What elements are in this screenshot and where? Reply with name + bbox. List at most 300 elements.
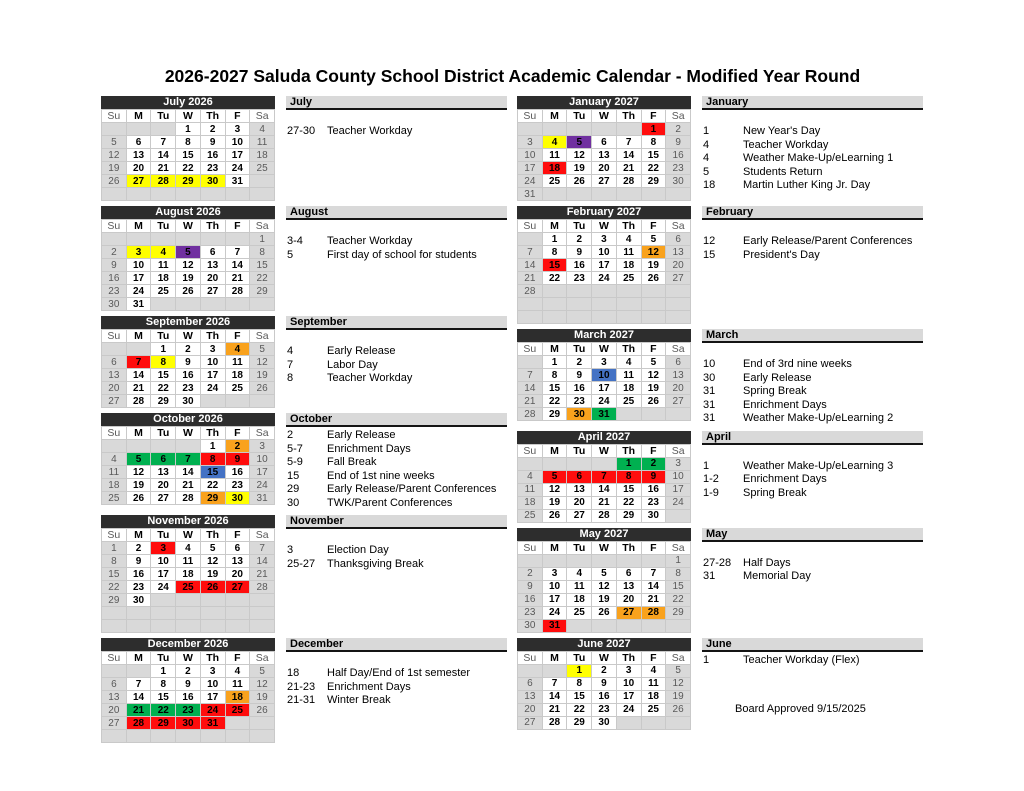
- events-spacer: [286, 332, 507, 345]
- day-cell: [250, 298, 275, 311]
- day-cell: 19: [641, 259, 666, 272]
- weekday-label: Th: [200, 330, 225, 343]
- event-description: Early Release: [327, 345, 396, 357]
- events-month-title: October: [286, 413, 507, 427]
- day-cell: [641, 298, 666, 311]
- calendar-columns: [101, 96, 923, 748]
- right-column-group: [517, 96, 923, 748]
- events-list: [702, 220, 923, 262]
- day-cell: 18: [641, 690, 666, 703]
- day-cell: 6: [102, 678, 127, 691]
- day-cell: [641, 554, 666, 567]
- day-cell: 6: [616, 567, 641, 580]
- day-cell: [102, 607, 127, 620]
- day-cell: [250, 607, 275, 620]
- calendar-grid: [517, 444, 691, 523]
- week-row: [102, 555, 275, 568]
- month-calendar-february-2027: [517, 206, 691, 324]
- month-calendar-january-2027: [517, 96, 691, 201]
- board-approved-note: Board Approved 9/15/2025: [735, 703, 866, 715]
- events-spacer: [702, 447, 923, 460]
- day-cell-highlight-red: 9: [641, 470, 666, 483]
- day-cell: 7: [641, 567, 666, 580]
- day-cell: 3: [250, 440, 275, 453]
- week-row: [518, 664, 691, 677]
- week-row: [102, 620, 275, 633]
- event-date-range: 7: [287, 358, 294, 371]
- weekday-label: M: [542, 343, 567, 356]
- week-row: [518, 593, 691, 606]
- event-date-range: 31: [703, 385, 716, 397]
- weekday-label: Sa: [250, 427, 275, 440]
- day-cell: [126, 607, 151, 620]
- day-cell: 9: [518, 580, 543, 593]
- month-block-may-2027: [517, 528, 923, 633]
- day-cell: 18: [616, 382, 641, 395]
- day-cell: [250, 175, 275, 188]
- day-cell: [542, 457, 567, 470]
- day-cell: 4: [102, 453, 127, 466]
- day-cell: 17: [200, 369, 225, 382]
- event-description: President's Day: [743, 248, 820, 261]
- weekday-label: Th: [616, 220, 641, 233]
- week-row: [102, 298, 275, 311]
- day-cell: 11: [567, 580, 592, 593]
- event-description: Early Release/Parent Conferences: [327, 483, 497, 495]
- day-cell: 12: [126, 466, 151, 479]
- day-cell: 26: [176, 285, 201, 298]
- month-events-november-2026: [286, 515, 507, 633]
- day-cell: 26: [666, 703, 691, 716]
- day-cell: 11: [225, 356, 250, 369]
- week-row: [518, 382, 691, 395]
- day-cell: 19: [567, 162, 592, 175]
- day-cell: 27: [666, 272, 691, 285]
- weekday-header-row: [518, 541, 691, 554]
- weekday-label: M: [126, 110, 151, 123]
- day-cell-highlight-red: 8: [616, 470, 641, 483]
- day-cell: [641, 188, 666, 201]
- day-cell-highlight-orange: 30: [567, 408, 592, 421]
- event-item: [286, 681, 507, 695]
- day-cell-highlight-red: 15: [542, 259, 567, 272]
- event-item: [286, 470, 507, 484]
- day-cell: 3: [200, 665, 225, 678]
- day-cell: 16: [641, 483, 666, 496]
- event-description: Half Day/End of 1st semester: [327, 667, 471, 679]
- weekday-label: W: [176, 427, 201, 440]
- month-block-january-2027: [517, 96, 923, 201]
- day-cell: 19: [200, 568, 225, 581]
- day-cell: 27: [518, 716, 543, 729]
- month-block-april-2027: [517, 431, 923, 523]
- day-cell: 24: [126, 285, 151, 298]
- day-cell: 23: [567, 272, 592, 285]
- day-cell: [592, 123, 617, 136]
- day-cell-highlight-orange: 27: [616, 606, 641, 619]
- day-cell: 29: [542, 408, 567, 421]
- day-cell: 14: [518, 382, 543, 395]
- event-date-range: 1: [703, 653, 710, 666]
- events-list: [286, 529, 507, 571]
- day-cell: 22: [151, 382, 176, 395]
- calendar-grid: [101, 219, 275, 311]
- day-cell: 24: [250, 479, 275, 492]
- weekday-label: F: [641, 541, 666, 554]
- day-cell-highlight-red: 27: [225, 581, 250, 594]
- day-cell: 20: [567, 496, 592, 509]
- day-cell: 27: [567, 509, 592, 522]
- day-cell: 11: [225, 678, 250, 691]
- day-cell: 12: [567, 149, 592, 162]
- day-cell: 20: [518, 703, 543, 716]
- event-date-range: 31: [703, 398, 716, 411]
- day-cell: [176, 594, 201, 607]
- event-item: [702, 235, 923, 249]
- event-description: Winter Break: [327, 694, 391, 706]
- day-cell: 12: [666, 677, 691, 690]
- day-cell-highlight-red: 9: [225, 453, 250, 466]
- day-cell: 16: [592, 690, 617, 703]
- day-cell: [250, 188, 275, 201]
- day-cell-highlight-yellow: 30: [225, 492, 250, 505]
- week-row: [518, 567, 691, 580]
- day-cell: 23: [592, 703, 617, 716]
- event-item: [286, 694, 507, 708]
- events-spacer: [702, 544, 923, 557]
- calendar-month-title: January 2027: [517, 96, 691, 109]
- calendar-grid: [101, 651, 275, 743]
- day-cell: 19: [126, 479, 151, 492]
- day-cell: 18: [567, 593, 592, 606]
- month-events-february-2027: [702, 206, 923, 324]
- day-cell: 17: [225, 149, 250, 162]
- day-cell-highlight-red: 7: [592, 470, 617, 483]
- weekday-label: W: [176, 529, 201, 542]
- weekday-label: F: [225, 330, 250, 343]
- day-cell: [567, 298, 592, 311]
- events-month-title: February: [702, 206, 923, 220]
- day-cell: 23: [102, 285, 127, 298]
- week-row: [102, 466, 275, 479]
- day-cell-highlight-red: 26: [200, 581, 225, 594]
- day-cell: 17: [542, 593, 567, 606]
- day-cell: 3: [666, 457, 691, 470]
- day-cell: 8: [542, 246, 567, 259]
- event-date-range: 4: [287, 345, 294, 357]
- week-row: [102, 730, 275, 743]
- weekday-label: F: [641, 343, 666, 356]
- weekday-label: Sa: [666, 220, 691, 233]
- day-cell: [518, 457, 543, 470]
- week-row: [102, 259, 275, 272]
- day-cell: [616, 188, 641, 201]
- event-description: Teacher Workday: [327, 125, 413, 137]
- day-cell: [102, 123, 127, 136]
- week-row: [518, 123, 691, 136]
- events-month-title: November: [286, 515, 507, 529]
- day-cell: [666, 509, 691, 522]
- day-cell: 2: [567, 233, 592, 246]
- day-cell: 24: [592, 395, 617, 408]
- event-description: Memorial Day: [743, 570, 811, 582]
- day-cell-highlight-orange: 29: [200, 492, 225, 505]
- event-description: Enrichment Days: [327, 442, 411, 455]
- day-cell: 24: [518, 175, 543, 188]
- events-month-title: July: [286, 96, 507, 110]
- day-cell: 24: [616, 703, 641, 716]
- day-cell: [641, 619, 666, 632]
- day-cell: 27: [200, 285, 225, 298]
- weekday-label: Tu: [567, 651, 592, 664]
- day-cell-highlight-orange: 2: [225, 440, 250, 453]
- week-row: [518, 703, 691, 716]
- event-item: [286, 456, 507, 470]
- day-cell: 24: [151, 581, 176, 594]
- day-cell: 15: [616, 483, 641, 496]
- day-cell: 9: [567, 369, 592, 382]
- day-cell: [250, 395, 275, 408]
- day-cell: 4: [176, 542, 201, 555]
- day-cell: 6: [102, 356, 127, 369]
- week-row: [518, 554, 691, 567]
- calendar-grid: [101, 329, 275, 408]
- weekday-label: Th: [200, 220, 225, 233]
- day-cell: 29: [666, 606, 691, 619]
- day-cell: 15: [250, 259, 275, 272]
- month-calendar-march-2027: [517, 329, 691, 426]
- week-row: [518, 188, 691, 201]
- weekday-label: M: [542, 541, 567, 554]
- day-cell: 26: [250, 704, 275, 717]
- event-description: Weather Make-Up/eLearning 3: [743, 459, 894, 472]
- day-cell: 15: [666, 580, 691, 593]
- day-cell: [641, 716, 666, 729]
- day-cell: 29: [567, 716, 592, 729]
- day-cell: 8: [666, 567, 691, 580]
- day-cell: [225, 594, 250, 607]
- event-date-range: 25-27: [287, 557, 316, 570]
- day-cell: 20: [200, 272, 225, 285]
- day-cell-highlight-yellow: 4: [151, 246, 176, 259]
- week-row: [518, 369, 691, 382]
- day-cell: 19: [250, 369, 275, 382]
- day-cell: 11: [616, 246, 641, 259]
- month-events-may-2027: [702, 528, 923, 633]
- weekday-label: Sa: [666, 343, 691, 356]
- day-cell: 29: [616, 509, 641, 522]
- event-date-range: 1: [703, 459, 710, 472]
- month-block-february-2027: [517, 206, 923, 324]
- day-cell: 17: [200, 691, 225, 704]
- weekday-label: Tu: [151, 330, 176, 343]
- day-cell: 17: [518, 162, 543, 175]
- day-cell: [151, 620, 176, 633]
- day-cell: 1: [176, 123, 201, 136]
- events-spacer: [702, 345, 923, 358]
- day-cell-highlight-red: 30: [176, 717, 201, 730]
- day-cell: [200, 395, 225, 408]
- day-cell: 17: [126, 272, 151, 285]
- day-cell: 23: [518, 606, 543, 619]
- day-cell: 13: [102, 369, 127, 382]
- day-cell: 7: [616, 136, 641, 149]
- day-cell-highlight-yellow: 29: [176, 175, 201, 188]
- day-cell: [567, 457, 592, 470]
- day-cell: [200, 188, 225, 201]
- day-cell: [126, 730, 151, 743]
- event-date-range: 30: [703, 371, 716, 384]
- weekday-label: Tu: [151, 427, 176, 440]
- day-cell: [518, 554, 543, 567]
- week-row: [518, 272, 691, 285]
- day-cell: 6: [225, 542, 250, 555]
- event-item: [702, 399, 923, 413]
- day-cell: 31: [250, 492, 275, 505]
- event-description: Election Day: [327, 544, 389, 556]
- weekday-label: Su: [102, 427, 127, 440]
- day-cell: 25: [518, 509, 543, 522]
- calendar-month-title: October 2026: [101, 413, 275, 426]
- events-list: [702, 445, 923, 501]
- day-cell: 1: [151, 343, 176, 356]
- week-row: [518, 149, 691, 162]
- day-cell: [151, 607, 176, 620]
- month-events-september-2026: [286, 316, 507, 408]
- day-cell: 5: [250, 665, 275, 678]
- day-cell: 13: [666, 369, 691, 382]
- weekday-label: W: [176, 220, 201, 233]
- events-month-title: August: [286, 206, 507, 220]
- day-cell: 30: [176, 395, 201, 408]
- month-block-september-2026: [101, 316, 507, 408]
- event-item: [286, 359, 507, 373]
- week-row: [102, 246, 275, 259]
- day-cell-highlight-green: 22: [151, 704, 176, 717]
- events-month-title: September: [286, 316, 507, 330]
- event-description: Early Release: [743, 371, 812, 384]
- event-item: [286, 497, 507, 511]
- day-cell: 14: [616, 149, 641, 162]
- day-cell: 9: [176, 678, 201, 691]
- day-cell: 14: [225, 259, 250, 272]
- weekday-label: Th: [200, 110, 225, 123]
- day-cell: 21: [518, 272, 543, 285]
- week-row: [102, 581, 275, 594]
- day-cell: 2: [666, 123, 691, 136]
- month-block-december-2026: [101, 638, 507, 743]
- day-cell: 12: [176, 259, 201, 272]
- event-date-range: 1-2: [703, 473, 719, 485]
- weekday-header-row: [102, 330, 275, 343]
- events-list: [702, 542, 923, 584]
- day-cell: [518, 356, 543, 369]
- day-cell: 17: [592, 382, 617, 395]
- event-description: Early Release/Parent Conferences: [743, 235, 913, 247]
- day-cell: [616, 619, 641, 632]
- week-row: [102, 440, 275, 453]
- page-title: 2026-2027 Saluda County School District Academic Calendar - Modified Year Round: [164, 66, 861, 86]
- day-cell: [641, 285, 666, 298]
- day-cell: 25: [250, 162, 275, 175]
- day-cell: 30: [102, 298, 127, 311]
- weekday-label: Su: [518, 444, 543, 457]
- day-cell: 24: [666, 496, 691, 509]
- day-cell: 4: [518, 470, 543, 483]
- day-cell: 4: [641, 664, 666, 677]
- week-row: [102, 542, 275, 555]
- day-cell: [102, 665, 127, 678]
- day-cell: 23: [200, 162, 225, 175]
- event-item: [702, 125, 923, 139]
- event-description: Weather Make-Up/eLearning 1: [743, 152, 894, 164]
- day-cell: [126, 620, 151, 633]
- event-description: Fall Break: [327, 456, 377, 468]
- week-row: [518, 496, 691, 509]
- calendar-grid: [101, 528, 275, 633]
- month-events-december-2026: [286, 638, 507, 743]
- day-cell: [592, 554, 617, 567]
- day-cell: 25: [567, 606, 592, 619]
- weekday-label: M: [126, 427, 151, 440]
- day-cell: 24: [225, 162, 250, 175]
- day-cell: 29: [102, 594, 127, 607]
- day-cell: 2: [592, 664, 617, 677]
- weekday-label: M: [542, 220, 567, 233]
- day-cell: 27: [666, 395, 691, 408]
- day-cell: 10: [616, 677, 641, 690]
- event-description: Enrichment Days: [743, 473, 827, 485]
- weekday-label: Th: [616, 541, 641, 554]
- day-cell: 20: [666, 382, 691, 395]
- events-list: [702, 652, 923, 668]
- day-cell: 13: [200, 259, 225, 272]
- day-cell: 9: [200, 136, 225, 149]
- calendar-month-title: June 2027: [517, 638, 691, 651]
- day-cell: 16: [176, 369, 201, 382]
- month-calendar-november-2026: [101, 515, 275, 633]
- day-cell: 5: [641, 356, 666, 369]
- day-cell: 13: [126, 149, 151, 162]
- event-date-range: 5: [703, 165, 710, 178]
- week-row: [518, 298, 691, 311]
- events-month-title: April: [702, 431, 923, 445]
- weekday-label: Sa: [250, 529, 275, 542]
- event-item: [286, 667, 507, 681]
- day-cell: [200, 594, 225, 607]
- day-cell: 30: [518, 619, 543, 632]
- calendar-grid: [517, 219, 691, 324]
- day-cell: [225, 298, 250, 311]
- day-cell: 28: [616, 175, 641, 188]
- week-row: [518, 470, 691, 483]
- day-cell: [176, 730, 201, 743]
- day-cell: [567, 188, 592, 201]
- weekday-label: M: [126, 529, 151, 542]
- left-column-group: [101, 96, 507, 748]
- weekday-label: W: [176, 652, 201, 665]
- day-cell: 20: [126, 162, 151, 175]
- month-events-october-2026: [286, 413, 507, 510]
- day-cell-highlight-yellow: 1: [567, 664, 592, 677]
- day-cell: [200, 620, 225, 633]
- weekday-header-row: [518, 444, 691, 457]
- weekday-label: Tu: [567, 110, 592, 123]
- day-cell: 9: [592, 677, 617, 690]
- week-row: [518, 677, 691, 690]
- weekday-label: Sa: [250, 330, 275, 343]
- weekday-label: Tu: [567, 220, 592, 233]
